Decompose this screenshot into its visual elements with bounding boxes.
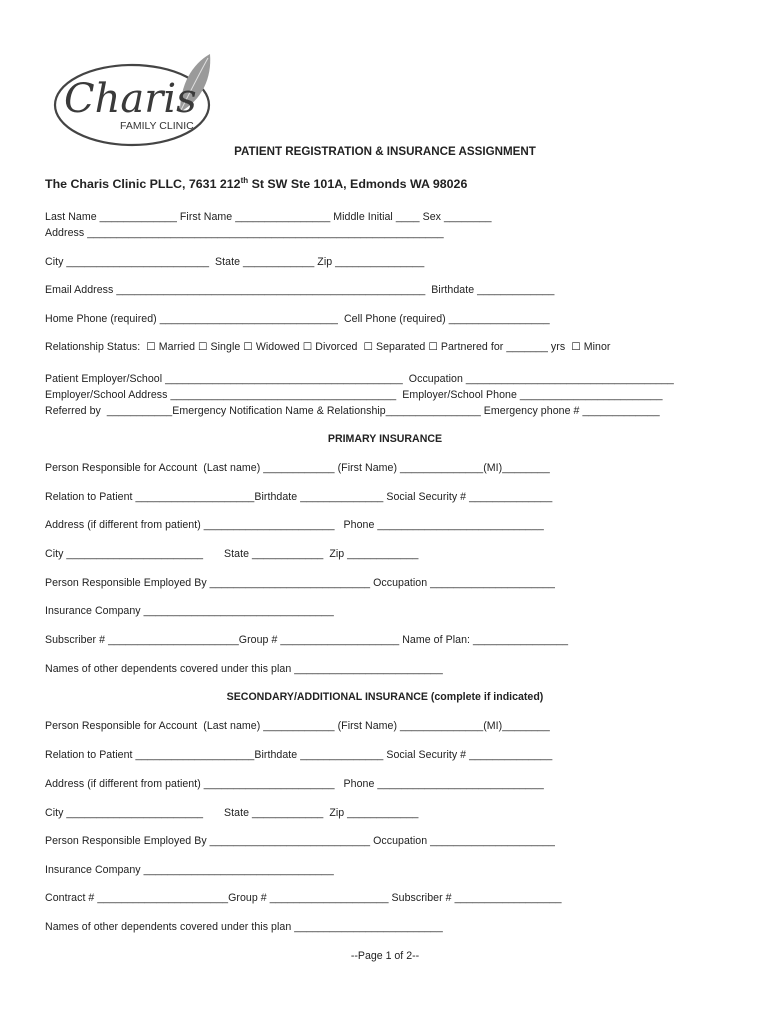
- patient-address-field[interactable]: Address ____________________________________________________________: [45, 227, 444, 239]
- logo-subtitle: FAMILY CLINIC: [120, 120, 194, 132]
- patient-employer-field[interactable]: Patient Employer/School ________________________________________ Occupation ___________________________________: [45, 373, 674, 385]
- relationship-status-field[interactable]: Relationship Status: ☐ Married ☐ Single ☐ Widowed ☐ Divorced ☐ Separated ☐ Partnered for _______ yrs ☐ Minor: [45, 341, 611, 353]
- clinic-address-part1: The Charis Clinic PLLC, 7631 212: [45, 177, 241, 191]
- primary-insurance-heading: PRIMARY INSURANCE: [327, 433, 443, 445]
- secondary-insurance-company-field[interactable]: Insurance Company ________________________________: [45, 864, 334, 876]
- secondary-address-field[interactable]: Address (if different from patient) ______________________ Phone ____________________________: [45, 778, 544, 790]
- patient-name-field[interactable]: Last Name _____________ First Name ________________ Middle Initial ____ Sex ________: [45, 211, 492, 223]
- primary-insurance-company-field[interactable]: Insurance Company ________________________________: [45, 605, 334, 617]
- logo-name: Charis: [64, 76, 197, 122]
- primary-subscriber-field[interactable]: Subscriber # ______________________Group # ____________________ Name of Plan: ________________: [45, 634, 569, 646]
- secondary-city-field[interactable]: City _______________________ State ____________ Zip ____________: [45, 807, 419, 819]
- employer-address-field[interactable]: Employer/School Address ______________________________________ Employer/School Phone ________________________: [45, 389, 663, 401]
- primary-relation-field[interactable]: Relation to Patient ____________________Birthdate ______________ Social Security # ______________: [45, 491, 553, 503]
- secondary-insurance-heading: SECONDARY/ADDITIONAL INSURANCE (complete if indicated): [226, 691, 544, 703]
- charis-clinic-logo: [52, 50, 224, 150]
- form-title: PATIENT REGISTRATION & INSURANCE ASSIGNMENT: [234, 145, 536, 158]
- referred-by-field[interactable]: Referred by ___________Emergency Notification Name & Relationship________________ Emergency phone # _____________: [45, 405, 660, 417]
- clinic-address-sup: th: [240, 176, 249, 185]
- secondary-contract-field[interactable]: Contract # ______________________Group # ____________________ Subscriber # __________________: [45, 892, 562, 904]
- primary-person-field[interactable]: Person Responsible for Account (Last name) ____________ (First Name) ______________(MI)________: [45, 462, 550, 474]
- patient-email-field[interactable]: Email Address ____________________________________________________ Birthdate _____________: [45, 284, 555, 296]
- secondary-relation-field[interactable]: Relation to Patient ____________________Birthdate ______________ Social Security # ______________: [45, 749, 553, 761]
- patient-phone-field[interactable]: Home Phone (required) ______________________________ Cell Phone (required) _________________: [45, 313, 550, 325]
- clinic-address-part2: St SW Ste 101A, Edmonds WA 98026: [248, 177, 468, 191]
- primary-address-field[interactable]: Address (if different from patient) ______________________ Phone ____________________________: [45, 519, 544, 531]
- patient-city-field[interactable]: City ________________________ State ____________ Zip _______________: [45, 256, 425, 268]
- secondary-dependents-field[interactable]: Names of other dependents covered under this plan _________________________: [45, 921, 443, 933]
- clinic-address: [45, 177, 467, 191]
- primary-employed-field[interactable]: Person Responsible Employed By ___________________________ Occupation _____________________: [45, 577, 555, 589]
- secondary-person-field[interactable]: Person Responsible for Account (Last name) ____________ (First Name) ______________(MI)________: [45, 720, 550, 732]
- secondary-employed-field[interactable]: Person Responsible Employed By ___________________________ Occupation _____________________: [45, 835, 555, 847]
- primary-dependents-field[interactable]: Names of other dependents covered under this plan _________________________: [45, 663, 443, 675]
- page-number: --Page 1 of 2--: [350, 950, 420, 962]
- primary-city-field[interactable]: City _______________________ State ____________ Zip ____________: [45, 548, 419, 560]
